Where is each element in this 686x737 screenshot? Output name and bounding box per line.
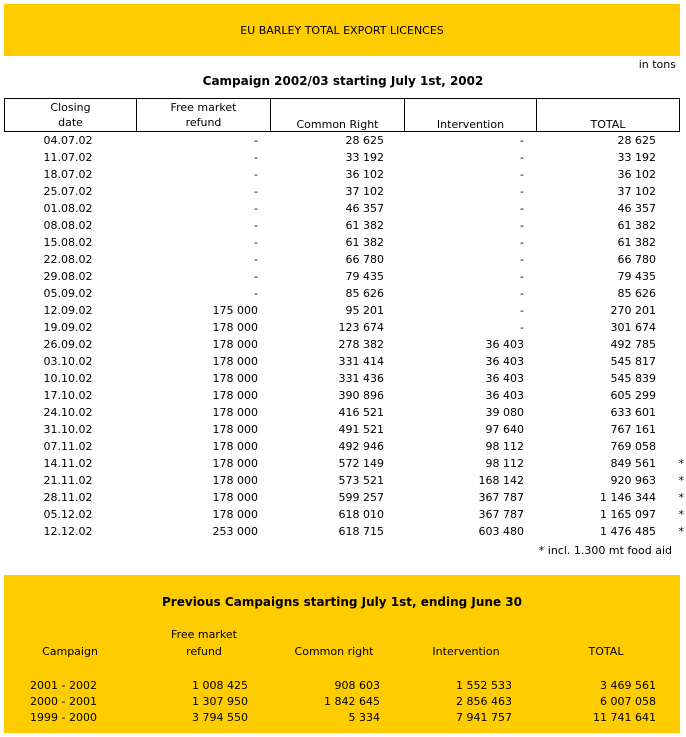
table-row (4, 489, 684, 506)
cell-total: 66 780 (617, 253, 656, 266)
cell-common-right: 46 357 (345, 202, 384, 215)
units-label: in tons (638, 58, 676, 71)
cell-footnote-mark: * (678, 457, 684, 470)
cell-intervention: 36 403 (485, 389, 524, 402)
campaign-title: Campaign 2002/03 starting July 1st, 2002 (202, 74, 484, 88)
cell-intervention: 36 403 (485, 372, 524, 385)
table-row (4, 285, 684, 302)
title-banner (4, 4, 680, 56)
cell-total: 1 165 097 (600, 508, 656, 521)
table-row (4, 506, 684, 523)
cell-intervention: 36 403 (485, 338, 524, 351)
cell-closing-date: 15.08.02 (43, 236, 93, 249)
cell-total: 61 382 (617, 236, 656, 249)
previous-row (4, 711, 680, 727)
cell-common-right: 390 896 (338, 389, 384, 402)
cell-intervention: - (520, 270, 524, 283)
previous-campaigns-panel (4, 575, 680, 733)
cell-common-right: 573 521 (338, 474, 384, 487)
cell-total: 46 357 (617, 202, 656, 215)
cell-common-right: 599 257 (338, 491, 384, 504)
cell-free-market: - (254, 270, 258, 283)
header-intervention-label: Intervention (436, 118, 505, 131)
prev-header-campaign: Campaign (42, 645, 98, 658)
cell-closing-date: 28.11.02 (43, 491, 93, 504)
cell-intervention: 367 787 (478, 491, 524, 504)
cell-intervention: 97 640 (485, 423, 524, 436)
cell-free-market: 178 000 (212, 457, 258, 470)
cell-common-right: 1 842 645 (324, 695, 380, 708)
table-row (4, 217, 684, 234)
table-row (4, 336, 684, 353)
cell-closing-date: 12.09.02 (43, 304, 93, 317)
cell-closing-date: 03.10.02 (43, 355, 93, 368)
prev-header-common: Common right (294, 645, 374, 658)
cell-intervention: - (520, 168, 524, 181)
cell-campaign: 2000 - 2001 (30, 695, 97, 708)
cell-total: 1 146 344 (600, 491, 656, 504)
header-total (537, 99, 679, 131)
cell-total: 301 674 (610, 321, 656, 334)
cell-intervention: 168 142 (478, 474, 524, 487)
cell-footnote-mark: * (678, 491, 684, 504)
cell-closing-date: 18.07.02 (43, 168, 93, 181)
table-row (4, 523, 684, 540)
table-row (4, 455, 684, 472)
page-title: EU BARLEY TOTAL EXPORT LICENCES (240, 24, 444, 37)
footnote: * incl. 1.300 mt food aid (538, 544, 672, 557)
table-row (4, 251, 684, 268)
previous-row (4, 695, 680, 711)
cell-closing-date: 12.12.02 (43, 525, 93, 538)
cell-closing-date: 29.08.02 (43, 270, 93, 283)
header-closing-date (5, 99, 137, 131)
previous-campaigns-title: Previous Campaigns starting July 1st, ending June 30 (162, 595, 522, 609)
cell-free-market: 253 000 (212, 525, 258, 538)
cell-common-right: 61 382 (345, 219, 384, 232)
cell-closing-date: 19.09.02 (43, 321, 93, 334)
table-row (4, 319, 684, 336)
cell-closing-date: 17.10.02 (43, 389, 93, 402)
cell-closing-date: 24.10.02 (43, 406, 93, 419)
data-rows (4, 132, 684, 540)
table-row (4, 472, 684, 489)
previous-row (4, 679, 680, 695)
cell-common-right: 5 334 (348, 711, 380, 724)
cell-free-market: 178 000 (212, 440, 258, 453)
cell-total: 920 963 (610, 474, 656, 487)
cell-total: 633 601 (610, 406, 656, 419)
prev-header-total: TOTAL (588, 645, 624, 658)
cell-free-market: 178 000 (212, 355, 258, 368)
cell-free-market: - (254, 185, 258, 198)
cell-intervention: 1 552 533 (456, 679, 512, 692)
cell-common-right: 36 102 (345, 168, 384, 181)
cell-free-market: 178 000 (212, 474, 258, 487)
cell-total: 545 839 (610, 372, 656, 385)
cell-total: 33 192 (617, 151, 656, 164)
cell-intervention: 98 112 (485, 457, 524, 470)
cell-total: 79 435 (617, 270, 656, 283)
cell-intervention: - (520, 287, 524, 300)
table-row (4, 268, 684, 285)
cell-common-right: 66 780 (345, 253, 384, 266)
cell-common-right: 331 436 (338, 372, 384, 385)
cell-free-market: 175 000 (212, 304, 258, 317)
cell-free-market: - (254, 134, 258, 147)
cell-free-market: - (254, 287, 258, 300)
cell-intervention: - (520, 321, 524, 334)
cell-common-right: 28 625 (345, 134, 384, 147)
cell-total: 85 626 (617, 287, 656, 300)
table-row (4, 353, 684, 370)
cell-free-market: - (254, 168, 258, 181)
table-row (4, 387, 684, 404)
cell-total: 61 382 (617, 219, 656, 232)
cell-common-right: 908 603 (334, 679, 380, 692)
prev-header-free-line2: refund (186, 645, 222, 658)
cell-closing-date: 08.08.02 (43, 219, 93, 232)
table-row (4, 132, 684, 149)
cell-intervention: 39 080 (485, 406, 524, 419)
header-intervention (405, 99, 537, 131)
cell-closing-date: 04.07.02 (43, 134, 93, 147)
cell-common-right: 61 382 (345, 236, 384, 249)
table-header (4, 98, 680, 132)
table-row (4, 234, 684, 251)
table-row (4, 404, 684, 421)
cell-total: 767 161 (610, 423, 656, 436)
cell-free-market: - (254, 236, 258, 249)
cell-intervention: - (520, 219, 524, 232)
header-free-line1: Free market (170, 101, 237, 114)
cell-footnote-mark: * (678, 525, 684, 538)
cell-free-market: - (254, 219, 258, 232)
cell-closing-date: 11.07.02 (43, 151, 93, 164)
cell-free-market: 178 000 (212, 338, 258, 351)
cell-total: 545 817 (610, 355, 656, 368)
cell-intervention: - (520, 134, 524, 147)
table-row (4, 200, 684, 217)
cell-intervention: 98 112 (485, 440, 524, 453)
cell-intervention: - (520, 236, 524, 249)
prev-header-free-line1: Free market (171, 628, 237, 641)
cell-footnote-mark: * (678, 508, 684, 521)
cell-common-right: 618 715 (338, 525, 384, 538)
cell-free-market: 1 307 950 (192, 695, 248, 708)
cell-total: 605 299 (610, 389, 656, 402)
cell-free-market: - (254, 202, 258, 215)
table-row (4, 149, 684, 166)
cell-closing-date: 31.10.02 (43, 423, 93, 436)
cell-common-right: 37 102 (345, 185, 384, 198)
cell-total: 36 102 (617, 168, 656, 181)
cell-intervention: 603 480 (478, 525, 524, 538)
cell-common-right: 416 521 (338, 406, 384, 419)
cell-total: 270 201 (610, 304, 656, 317)
cell-free-market: 1 008 425 (192, 679, 248, 692)
cell-closing-date: 25.07.02 (43, 185, 93, 198)
cell-common-right: 95 201 (345, 304, 384, 317)
cell-common-right: 572 149 (338, 457, 384, 470)
cell-campaign: 2001 - 2002 (30, 679, 97, 692)
cell-campaign: 1999 - 2000 (30, 711, 97, 724)
table-row (4, 438, 684, 455)
cell-closing-date: 14.11.02 (43, 457, 93, 470)
cell-total: 28 625 (617, 134, 656, 147)
cell-closing-date: 05.12.02 (43, 508, 93, 521)
cell-total: 492 785 (610, 338, 656, 351)
header-total-label: TOTAL (590, 118, 626, 131)
cell-closing-date: 07.11.02 (43, 440, 93, 453)
cell-free-market: - (254, 253, 258, 266)
table-row (4, 302, 684, 319)
header-free-line2: refund (185, 116, 222, 129)
cell-intervention: - (520, 202, 524, 215)
cell-free-market: 178 000 (212, 508, 258, 521)
cell-common-right: 85 626 (345, 287, 384, 300)
cell-free-market: 178 000 (212, 423, 258, 436)
cell-free-market: 178 000 (212, 321, 258, 334)
cell-intervention: 7 941 757 (456, 711, 512, 724)
cell-total: 11 741 641 (593, 711, 656, 724)
cell-closing-date: 10.10.02 (43, 372, 93, 385)
table-row (4, 183, 684, 200)
cell-common-right: 492 946 (338, 440, 384, 453)
cell-closing-date: 21.11.02 (43, 474, 93, 487)
cell-common-right: 618 010 (338, 508, 384, 521)
cell-intervention: 36 403 (485, 355, 524, 368)
cell-total: 1 476 485 (600, 525, 656, 538)
cell-intervention: - (520, 185, 524, 198)
cell-common-right: 278 382 (338, 338, 384, 351)
header-free-market (137, 99, 271, 131)
prev-header-intervention: Intervention (432, 645, 500, 658)
cell-total: 3 469 561 (600, 679, 656, 692)
cell-free-market: 178 000 (212, 372, 258, 385)
cell-free-market: 178 000 (212, 389, 258, 402)
cell-total: 6 007 058 (600, 695, 656, 708)
cell-common-right: 79 435 (345, 270, 384, 283)
cell-footnote-mark: * (678, 474, 684, 487)
cell-common-right: 123 674 (338, 321, 384, 334)
table-row (4, 370, 684, 387)
cell-intervention: 2 856 463 (456, 695, 512, 708)
cell-common-right: 331 414 (338, 355, 384, 368)
header-date-line1: Closing (50, 101, 91, 114)
cell-intervention: - (520, 151, 524, 164)
cell-intervention: - (520, 253, 524, 266)
cell-free-market: 178 000 (212, 406, 258, 419)
cell-closing-date: 22.08.02 (43, 253, 93, 266)
cell-common-right: 33 192 (345, 151, 384, 164)
header-date-line2: date (58, 116, 83, 129)
header-common-label: Common Right (296, 118, 379, 131)
cell-total: 849 561 (610, 457, 656, 470)
cell-intervention: - (520, 304, 524, 317)
header-common-right (271, 99, 405, 131)
cell-closing-date: 26.09.02 (43, 338, 93, 351)
cell-intervention: 367 787 (478, 508, 524, 521)
cell-free-market: 178 000 (212, 491, 258, 504)
cell-closing-date: 01.08.02 (43, 202, 93, 215)
cell-free-market: 3 794 550 (192, 711, 248, 724)
table-row (4, 166, 684, 183)
cell-closing-date: 05.09.02 (43, 287, 93, 300)
table-row (4, 421, 684, 438)
cell-free-market: - (254, 151, 258, 164)
cell-common-right: 491 521 (338, 423, 384, 436)
cell-total: 769 058 (610, 440, 656, 453)
cell-total: 37 102 (617, 185, 656, 198)
